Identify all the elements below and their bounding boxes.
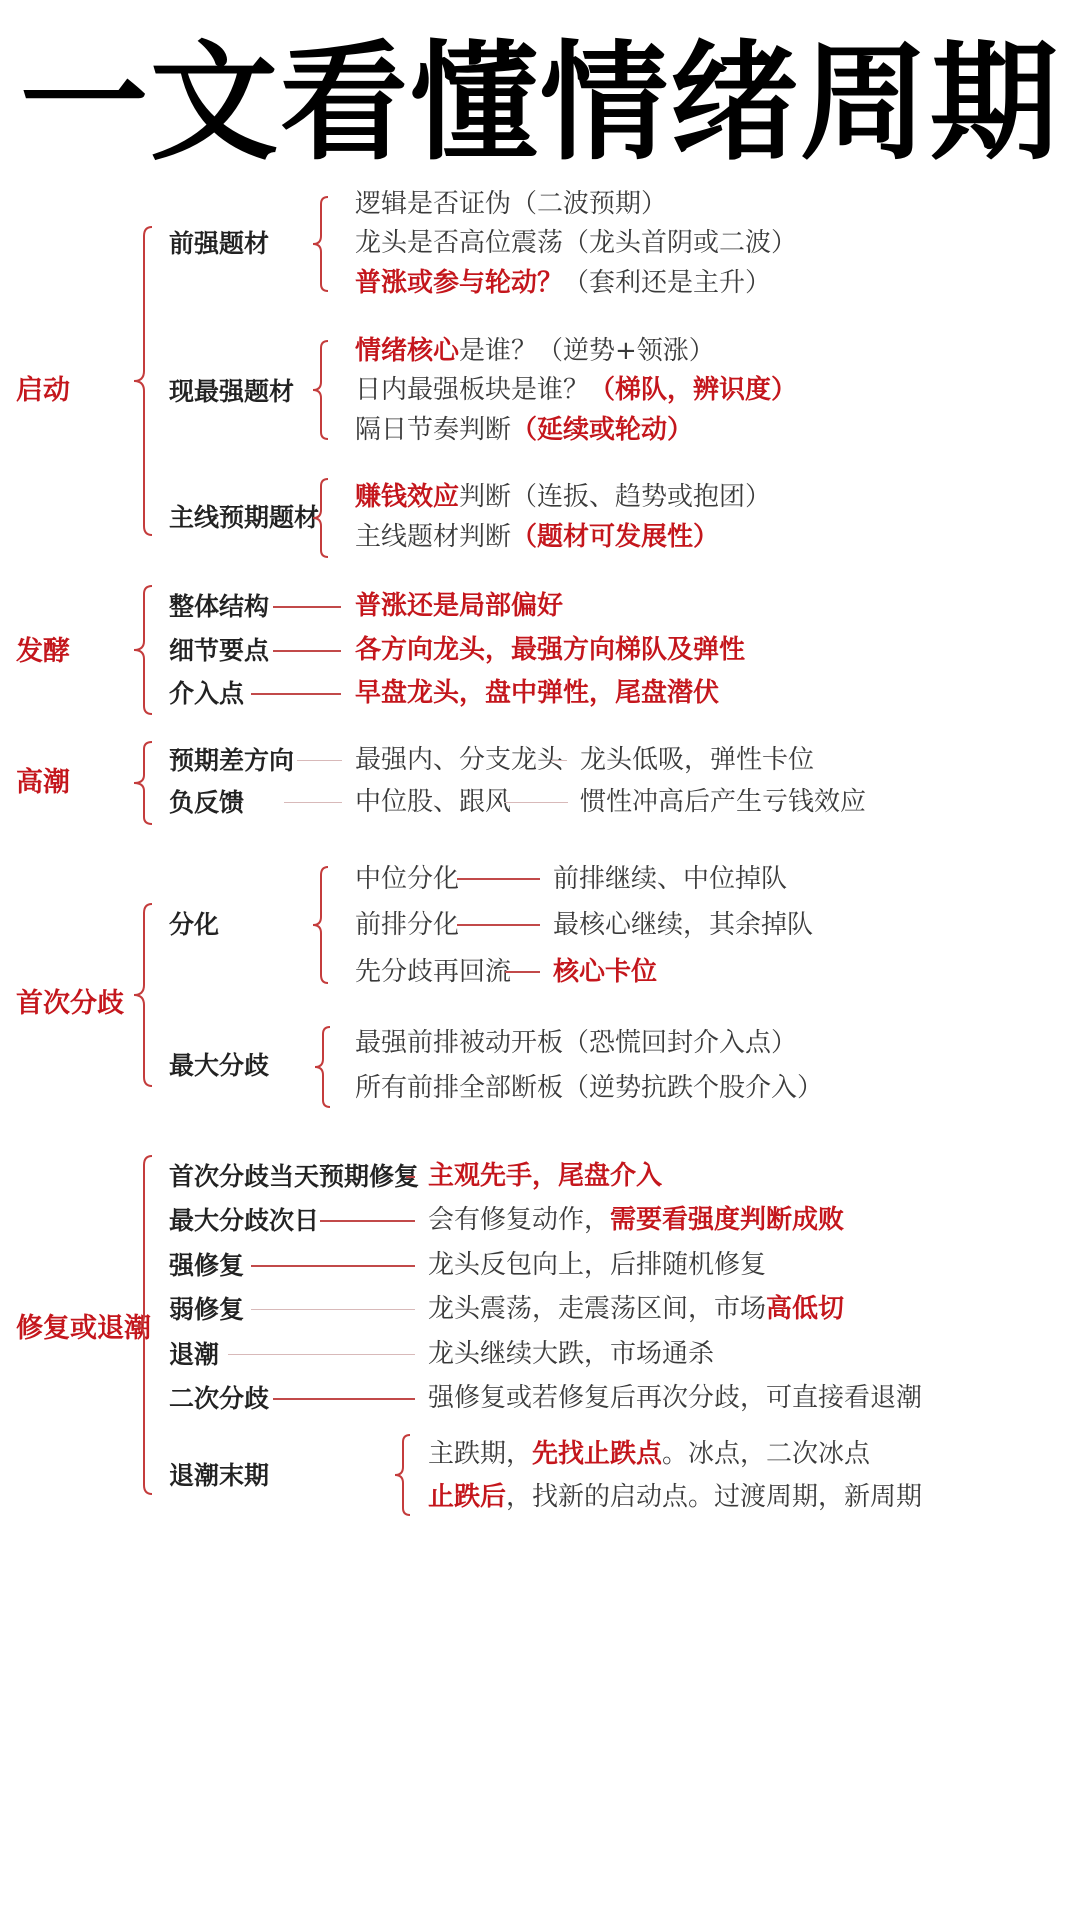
- connector-line: [505, 971, 540, 973]
- fenhua-left-1: 中位分化: [355, 864, 460, 894]
- connector-line: [320, 1220, 415, 1222]
- tuichao-mo-brace: [392, 1434, 412, 1516]
- connector-line: [551, 760, 567, 761]
- xiufu-brace: [130, 1155, 154, 1495]
- connector-line: [297, 760, 342, 761]
- tuichao-mo-line-2: 止跌后，找新的启动点。过渡周期，新周期: [428, 1482, 923, 1512]
- fajiao-label-3: 介入点: [169, 679, 245, 708]
- qianqiang-line-3: 普涨或参与轮动？（套利还是主升）: [355, 268, 772, 298]
- section-label-xiufu: 修复或退潮: [16, 1313, 151, 1344]
- qidong-brace: [130, 226, 154, 536]
- zuida-brace: [312, 1026, 332, 1108]
- fenhua-label: 分化: [169, 910, 220, 939]
- xianzuiqiang-line-2: 日内最强板块是谁？（梯队，辨识度）: [355, 375, 798, 405]
- fenhua-right-2: 最核心继续，其余掉队: [553, 910, 814, 940]
- qianqiang-line-1: 逻辑是否证伪（二波预期）: [355, 189, 668, 219]
- zuida-line-2: 所有前排全部断板（逆势抗跌个股介入）: [355, 1073, 824, 1103]
- group-label-qianqiang: 前强题材: [169, 229, 270, 258]
- fajiao-value-3: 早盘龙头，盘中弹性，尾盘潜伏: [355, 678, 720, 708]
- fajiao-label-1: 整体结构: [169, 592, 270, 621]
- gaochao-brace: [130, 741, 154, 825]
- connector-line: [273, 606, 341, 608]
- section-label-fajiao: 发酵: [16, 636, 70, 667]
- connector-line: [406, 1176, 415, 1178]
- zhuxian-line-2: 主线题材判断（题材可发展性）: [355, 522, 720, 552]
- fajiao-value-2: 各方向龙头，最强方向梯队及弹性: [355, 635, 746, 665]
- connector-line: [273, 650, 341, 652]
- page-title: 一文看懂情绪周期: [19, 28, 1060, 178]
- zuida-label: 最大分歧: [169, 1051, 270, 1080]
- gaochao-mid-2: 中位股、跟风: [355, 787, 512, 817]
- connector-line: [251, 1309, 415, 1310]
- shouci-brace: [130, 903, 154, 1087]
- xiufu-label-6: 二次分歧: [169, 1384, 270, 1413]
- xiufu-value-1: 主观先手，尾盘介入: [428, 1161, 663, 1191]
- xiufu-value-3: 龙头反包向上，后排随机修复: [428, 1250, 767, 1280]
- zhuxian-line-1: 赚钱效应判断（连扳、趋势或抱团）: [355, 482, 772, 512]
- xianzuiqiang-line-1: 情绪核心是谁？（逆势+领涨）: [355, 336, 715, 366]
- section-label-qidong: 启动: [16, 375, 70, 406]
- fenhua-brace: [310, 866, 330, 984]
- connector-line: [228, 1354, 415, 1355]
- connector-line: [457, 878, 540, 880]
- xiufu-label-1: 首次分歧当天预期修复: [169, 1162, 420, 1191]
- xianzuiqiang-line-3: 隔日节奏判断（延续或轮动）: [355, 415, 694, 445]
- zhuxian-brace: [310, 478, 330, 558]
- connector-line: [251, 1265, 415, 1267]
- xianzuiqiang-brace: [310, 340, 330, 440]
- fenhua-left-3: 先分歧再回流: [355, 957, 512, 987]
- xiufu-value-6: 强修复或若修复后再次分歧，可直接看退潮: [428, 1383, 923, 1413]
- gaochao-label-2: 负反馈: [169, 788, 245, 817]
- connector-line: [284, 802, 342, 803]
- xiufu-value-5: 龙头继续大跌，市场通杀: [428, 1339, 715, 1369]
- tuichao-mo-label: 退潮末期: [169, 1461, 270, 1490]
- connector-line: [273, 1398, 415, 1400]
- xiufu-label-5: 退潮: [169, 1340, 220, 1369]
- group-label-xianzuiqiang: 现最强题材: [169, 377, 295, 406]
- gaochao-mid-1: 最强内、分支龙头: [355, 745, 564, 775]
- section-label-shouci: 首次分歧: [16, 988, 124, 1019]
- gaochao-value-1: 龙头低吸，弹性卡位: [580, 745, 815, 775]
- connector-line: [457, 924, 540, 926]
- xiufu-label-2: 最大分歧次日: [169, 1206, 320, 1235]
- group-label-zhuxian: 主线预期题材: [169, 503, 320, 532]
- fajiao-brace: [130, 585, 154, 715]
- fenhua-right-1: 前排继续、中位掉队: [553, 864, 788, 894]
- fenhua-left-2: 前排分化: [355, 910, 460, 940]
- tuichao-mo-line-1: 主跌期，先找止跌点。冰点，二次冰点: [428, 1439, 871, 1469]
- xiufu-value-4: 龙头震荡，走震荡区间，市场高低切: [428, 1294, 845, 1324]
- section-label-gaochao: 高潮: [16, 767, 70, 798]
- xiufu-label-3: 强修复: [169, 1251, 245, 1280]
- gaochao-label-1: 预期差方向: [169, 746, 295, 775]
- gaochao-value-2: 惯性冲高后产生亏钱效应: [580, 787, 867, 817]
- fajiao-label-2: 细节要点: [169, 636, 270, 665]
- connector-line: [251, 693, 341, 695]
- qianqiang-line-2: 龙头是否高位震荡（龙头首阴或二波）: [355, 228, 798, 258]
- connector-line: [504, 802, 568, 803]
- qianqiang-brace: [310, 196, 330, 292]
- xiufu-label-4: 弱修复: [169, 1295, 245, 1324]
- fajiao-value-1: 普涨还是局部偏好: [355, 591, 564, 621]
- xiufu-value-2: 会有修复动作，需要看强度判断成败: [428, 1205, 845, 1235]
- fenhua-right-3: 核心卡位: [553, 957, 658, 987]
- zuida-line-1: 最强前排被动开板（恐慌回封介入点）: [355, 1028, 798, 1058]
